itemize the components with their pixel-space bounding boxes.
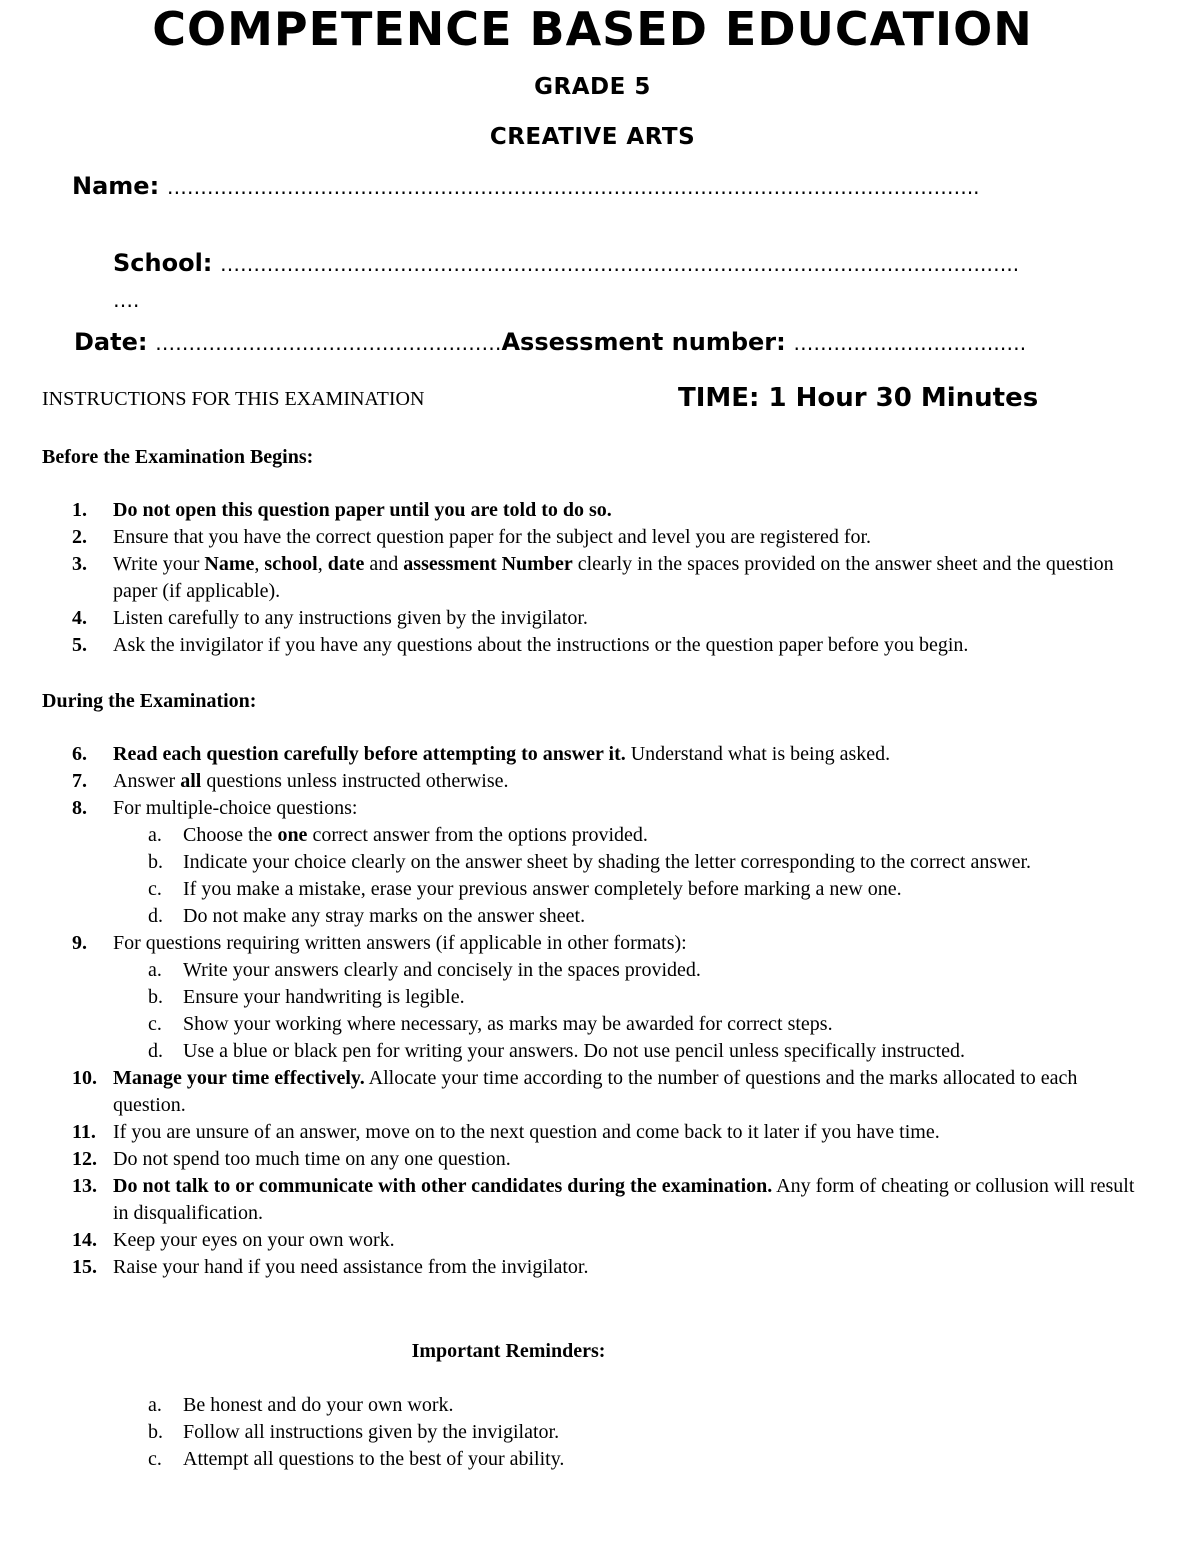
sub-item-letter: c. <box>148 1448 162 1470</box>
during-exam-list <box>42 741 1152 1281</box>
reminder-item <box>42 1392 1152 1419</box>
reminders-list <box>42 1392 1152 1473</box>
item-text: Show your working where necessary, as marks may be awarded for correct steps. <box>183 1013 833 1035</box>
item-text: Allocate your time according to the number of questions and the marks allocated to each question. <box>113 1067 1078 1116</box>
before-exam-heading: Before the Examination Begins: <box>42 446 314 468</box>
item-text: Choose the <box>183 824 278 846</box>
item-number: 10. <box>72 1067 97 1089</box>
sub-list-item <box>42 1011 1152 1038</box>
sub-item-letter: b. <box>148 986 163 1008</box>
item-text: Keep your eyes on your own work. <box>113 1229 395 1251</box>
item-text: Answer <box>113 770 181 792</box>
sub-item-letter: d. <box>148 1040 163 1062</box>
item-text: Write your answers clearly and concisely in the spaces provided. <box>183 959 701 981</box>
item-bold-text: assessment Number <box>403 553 573 575</box>
sub-list-item <box>42 1038 1152 1065</box>
sub-list-item <box>42 903 1152 930</box>
item-number: 5. <box>72 634 87 656</box>
sub-item-letter: c. <box>148 1013 162 1035</box>
item-text: Be honest and do your own work. <box>183 1394 454 1416</box>
list-item <box>42 605 1152 632</box>
list-item <box>42 795 1152 822</box>
school-field <box>113 249 1019 277</box>
item-number: 1. <box>72 499 87 521</box>
item-text: clearly in the spaces provided on the answer sheet and the question paper (if applicable). <box>113 553 1114 602</box>
reminder-item <box>42 1419 1152 1446</box>
assessment-number-blank: ………………………….…. <box>793 331 1027 355</box>
document-title: COMPETENCE BASED EDUCATION <box>152 2 1033 56</box>
school-label: School: <box>113 249 213 277</box>
school-blank: …………………………………………………………………………………………………….….. <box>220 252 1020 276</box>
item-text: Ask the invigilator if you have any questions about the instructions or the question paper before you begin. <box>113 634 969 656</box>
sub-list-item <box>42 822 1152 849</box>
list-item <box>42 741 1152 768</box>
important-reminders-heading: Important Reminders: <box>411 1340 606 1362</box>
item-bold-text: Manage your time effectively. <box>113 1067 365 1089</box>
item-text: For multiple-choice questions: <box>113 797 358 819</box>
school-blank-continued: …. <box>113 288 140 312</box>
item-number: 14. <box>72 1229 97 1251</box>
sub-item-letter: a. <box>148 959 162 981</box>
date-label: Date: <box>74 328 148 356</box>
list-item <box>42 1119 1152 1146</box>
assessment-number-label: Assessment number: <box>501 328 786 356</box>
item-number: 15. <box>72 1256 97 1278</box>
exam-time: TIME: 1 Hour 30 Minutes <box>678 383 1039 413</box>
reminder-item <box>42 1446 1152 1473</box>
item-number: 3. <box>72 553 87 575</box>
item-text: Write your <box>113 553 205 575</box>
item-text: Follow all instructions given by the invigilator. <box>183 1421 560 1443</box>
item-text: , <box>317 553 328 575</box>
list-item <box>42 768 1152 795</box>
during-exam-heading: During the Examination: <box>42 690 257 712</box>
item-text: Understand what is being asked. <box>625 743 891 765</box>
sub-list-item <box>42 876 1152 903</box>
item-bold-text: date <box>327 553 365 575</box>
item-bold-text: all <box>180 770 202 792</box>
list-item <box>42 551 1152 605</box>
item-bold-text: one <box>277 824 308 846</box>
item-number: 6. <box>72 743 87 765</box>
grade-heading: GRADE 5 <box>534 74 651 100</box>
item-number: 7. <box>72 770 87 792</box>
item-number: 11. <box>72 1121 96 1143</box>
item-bold-text: Read each question carefully before attempting to answer it. <box>113 743 626 765</box>
item-text: Do not make any stray marks on the answer sheet. <box>183 905 586 927</box>
item-text: Ensure that you have the correct question paper for the subject and level you are registered for. <box>113 526 872 548</box>
item-number: 12. <box>72 1148 97 1170</box>
item-text: Ensure your handwriting is legible. <box>183 986 465 1008</box>
school-field-continued <box>113 285 139 313</box>
item-bold-text: school <box>264 553 318 575</box>
list-item <box>42 1254 1152 1281</box>
item-text: For questions requiring written answers (if applicable in other formats): <box>113 932 687 954</box>
list-item <box>42 1173 1152 1227</box>
item-text: , <box>254 553 265 575</box>
item-text: Do not spend too much time on any one question. <box>113 1148 511 1170</box>
list-item <box>42 1065 1152 1119</box>
before-exam-list <box>42 497 1152 659</box>
item-text: If you are unsure of an answer, move on to the next question and come back to it later if you have time. <box>113 1121 940 1143</box>
date-field <box>74 328 1026 356</box>
item-text: Use a blue or black pen for writing your answers. Do not use pencil unless specifically instructed. <box>183 1040 966 1062</box>
sub-item-letter: c. <box>148 878 162 900</box>
item-text: Any form of cheating or collusion will result in disqualification. <box>113 1175 1135 1224</box>
item-text: If you make a mistake, erase your previous answer completely before marking a new one. <box>183 878 902 900</box>
list-item <box>42 632 1152 659</box>
instructions-heading: INSTRUCTIONS FOR THIS EXAMINATION <box>42 388 425 410</box>
item-number: 4. <box>72 607 87 629</box>
item-text: Listen carefully to any instructions given by the invigilator. <box>113 607 588 629</box>
sub-list-item <box>42 957 1152 984</box>
list-item <box>42 1146 1152 1173</box>
sub-list-item <box>42 984 1152 1011</box>
item-number: 8. <box>72 797 87 819</box>
name-field <box>72 172 980 200</box>
item-text: Indicate your choice clearly on the answer sheet by shading the letter corresponding to the correct answer. <box>183 851 1032 873</box>
sub-list-item <box>42 849 1152 876</box>
item-text: Raise your hand if you need assistance from the invigilator. <box>113 1256 589 1278</box>
item-text: correct answer from the options provided. <box>307 824 648 846</box>
item-bold-text: Name <box>204 553 255 575</box>
item-bold-text: Do not talk to or communicate with other candidates during the examination. <box>113 1175 773 1197</box>
list-item <box>42 524 1152 551</box>
item-number: 2. <box>72 526 87 548</box>
name-blank: ………………………………………………………………………………………………………….. <box>166 175 980 199</box>
list-item <box>42 1227 1152 1254</box>
date-blank: ……………………………………….…… <box>155 331 502 355</box>
list-item <box>42 930 1152 957</box>
sub-item-letter: b. <box>148 1421 163 1443</box>
item-bold-text: Do not open this question paper until you are told to do so. <box>113 499 612 521</box>
item-number: 9. <box>72 932 87 954</box>
item-text: questions unless instructed otherwise. <box>201 770 509 792</box>
item-text: and <box>364 553 404 575</box>
list-item <box>42 497 1152 524</box>
sub-item-letter: a. <box>148 824 162 846</box>
item-number: 13. <box>72 1175 97 1197</box>
sub-item-letter: a. <box>148 1394 162 1416</box>
sub-item-letter: d. <box>148 905 163 927</box>
name-label: Name: <box>72 172 160 200</box>
item-text: Attempt all questions to the best of your ability. <box>183 1448 565 1470</box>
subject-heading: CREATIVE ARTS <box>489 124 696 150</box>
sub-item-letter: b. <box>148 851 163 873</box>
